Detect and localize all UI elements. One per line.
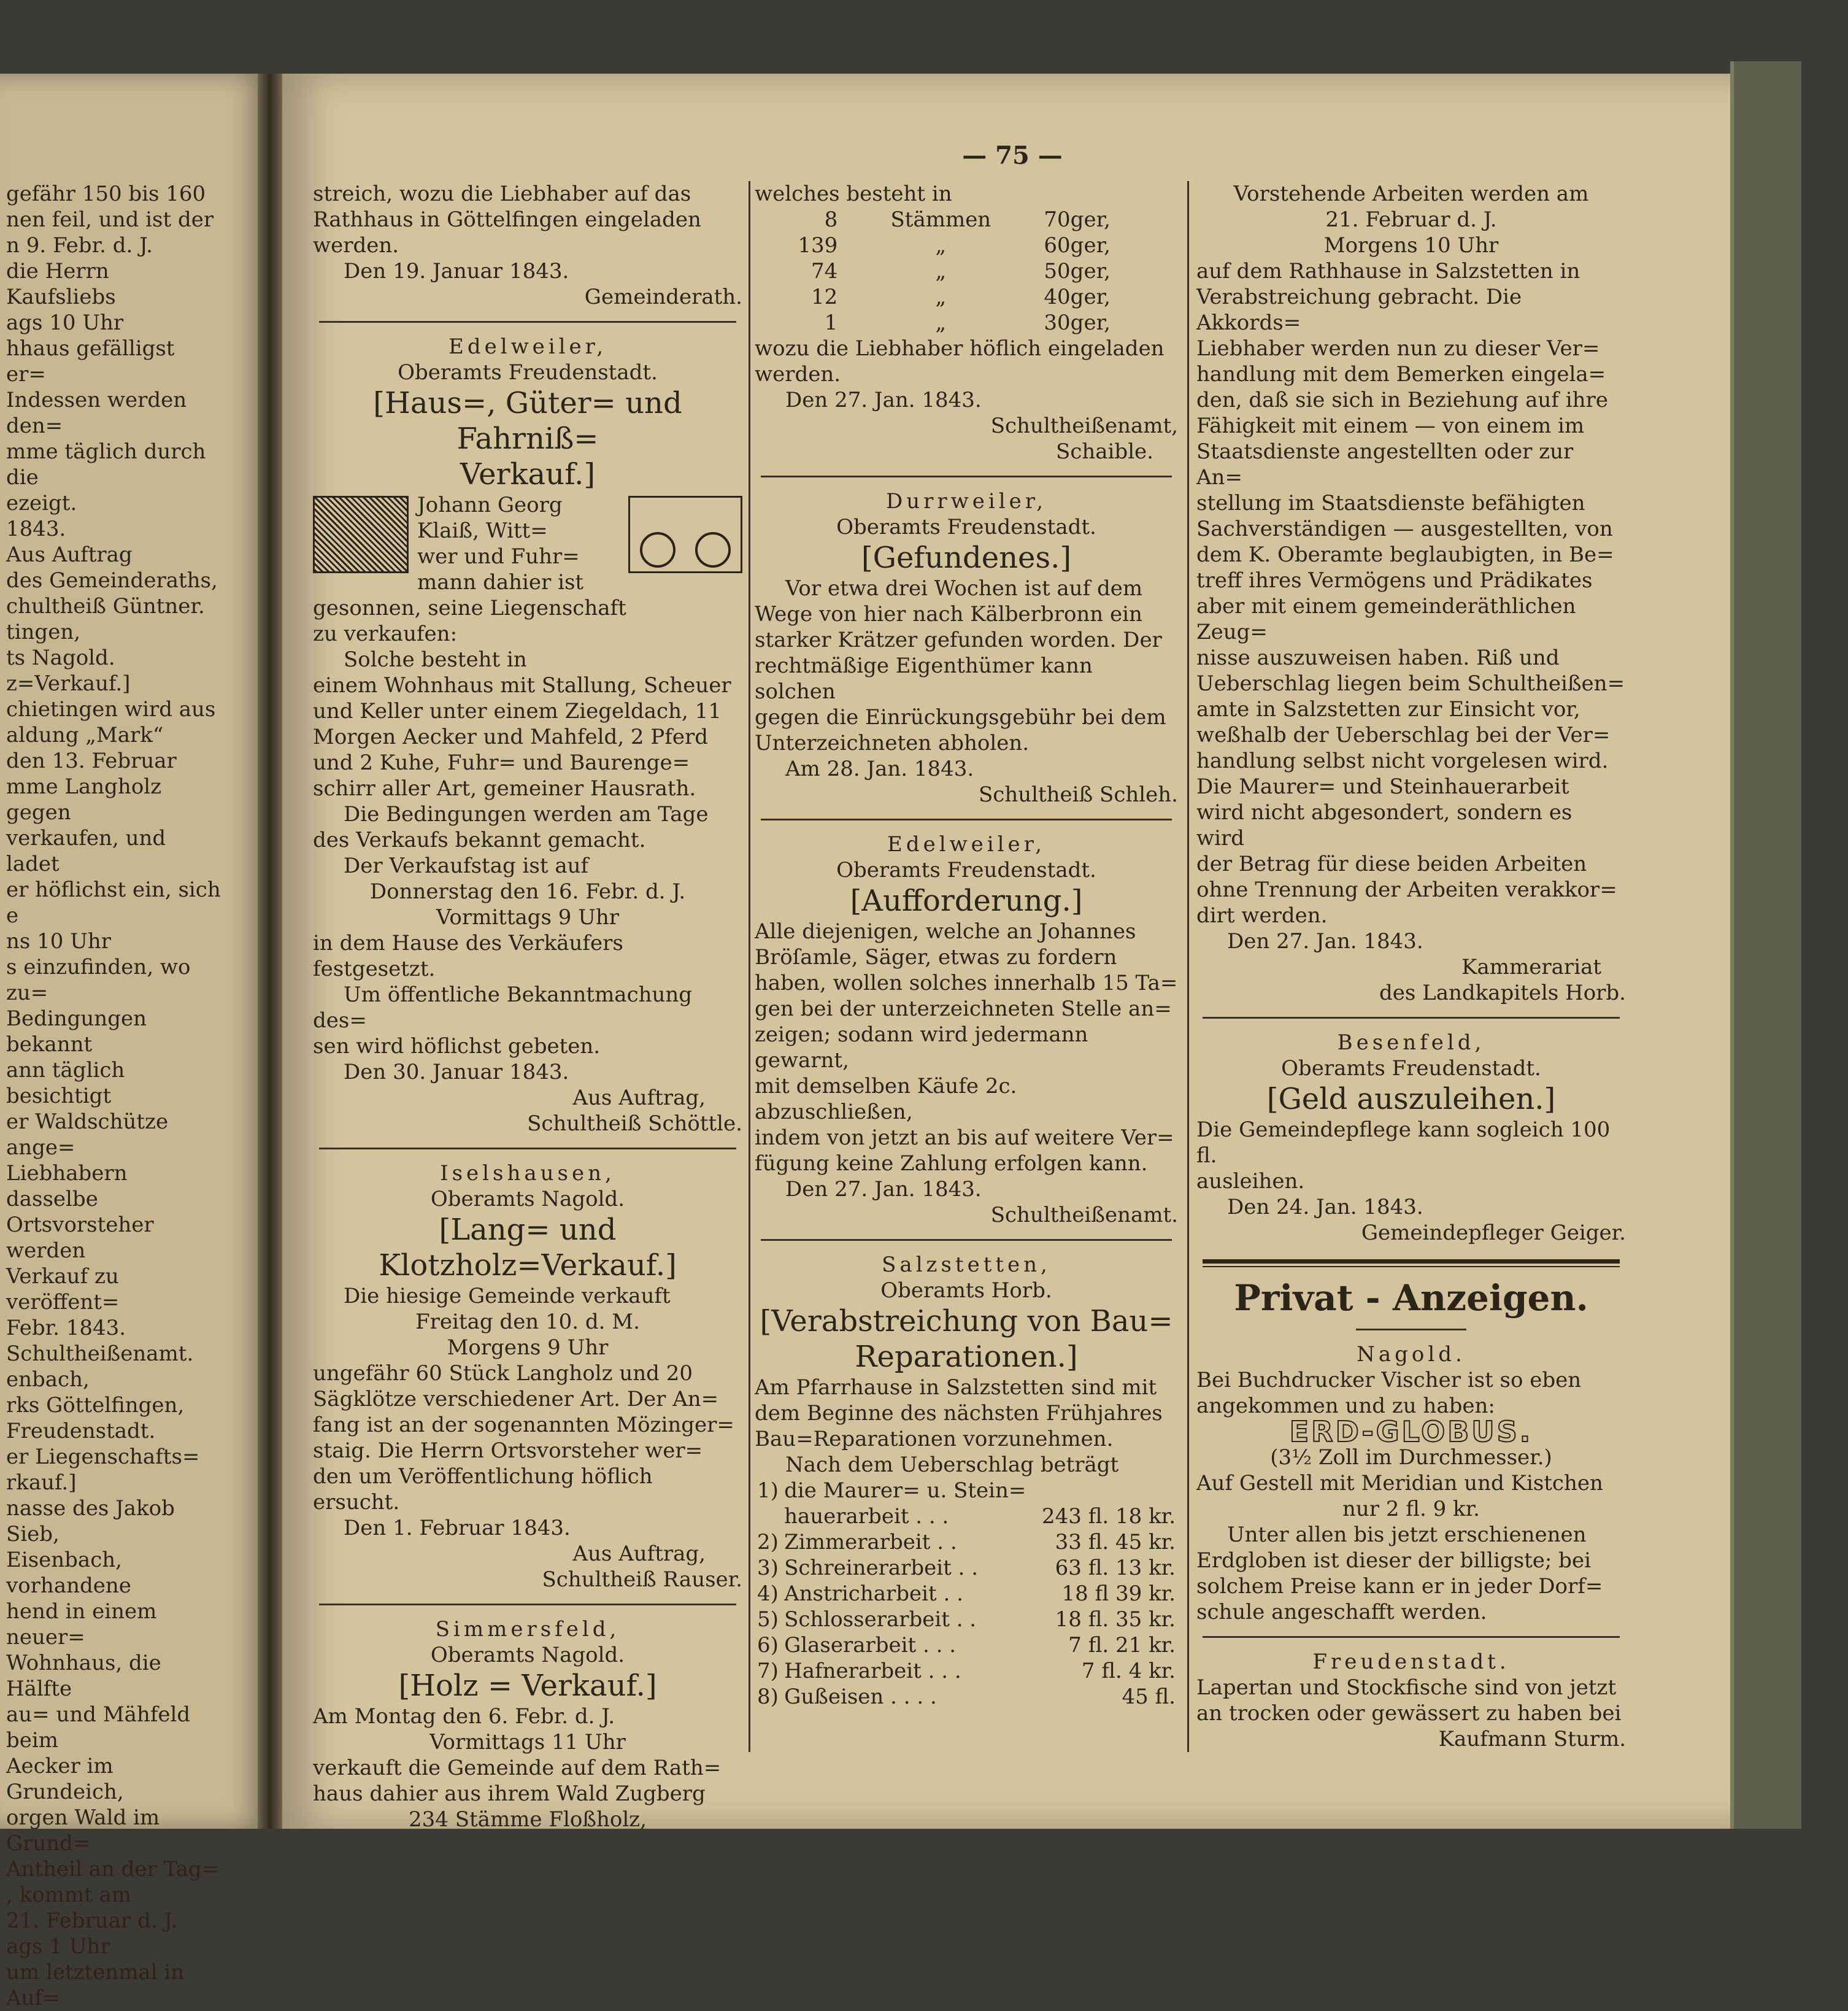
divider	[319, 1148, 736, 1149]
left-page-line: Bedingungen bekannt	[6, 1006, 147, 1057]
left-page-line: 1843.	[6, 517, 66, 541]
divider	[319, 321, 736, 323]
left-page-line: um letztenmal in Auf=	[6, 1960, 185, 2010]
left-page-line: Schultheißenamt.	[6, 1341, 194, 1366]
notice-place: Besenfeld,	[1337, 1030, 1485, 1055]
left-page-line: hend in einem neuer=	[6, 1599, 157, 1650]
signature: Gemeinderath.	[584, 285, 742, 309]
table-row: 5) Schlosserarbeit . . 18 fl. 35 kr.	[757, 1607, 1176, 1632]
left-page-text	[6, 181, 221, 2011]
left-page-line: Antheil an der Tag=	[6, 1857, 220, 1882]
notice-aufforderung: Edelweiler, Oberamts Freudenstadt. [Aufforderung.] Alle diejenigen, welche an Johannes Bröſamle, Säger, etwas zu fordern haben, wollen solches innerhalb 15 Ta= gen bei der unterzeichneten Stelle an= zeigen; sodann wird jedermann gewarnt, mit demselben Käufe 2c. abzuschließen, indem von jetzt an bis auf weitere Ver= fügung keine Zahlung erfolgen kann. Den 27. Jan. 1843. Schultheißenamt.	[755, 832, 1178, 1227]
left-page-line: au= und Mähfeld beim	[6, 1702, 191, 1753]
notice-district: Oberamts Nagold.	[430, 1187, 625, 1211]
notice-place: Nagold.	[1357, 1342, 1466, 1367]
signature: Kaufmann Sturm.	[1438, 1727, 1626, 1751]
table-row: 2) Zimmerarbeit . . 33 fl. 45 kr.	[757, 1530, 1176, 1554]
left-page-line: Freudenstadt.	[6, 1419, 156, 1443]
globus-title: ERD-GLOBUS.	[1289, 1415, 1533, 1448]
notice-place: Edelweiler,	[449, 334, 607, 359]
left-page-line: Liebhabern dasselbe	[6, 1161, 128, 1211]
divider	[761, 1239, 1172, 1241]
notice-title: [Verabstreichung von Bau=	[760, 1304, 1173, 1338]
signature: Kammerariat	[1461, 955, 1601, 979]
page-number: — 75 —	[962, 141, 1063, 170]
notice-place: Freudenstadt.	[1312, 1650, 1510, 1674]
left-page-line: die Herrn Kaufsliebs	[6, 259, 116, 309]
signature: Schultheiß Schöttle.	[527, 1111, 742, 1136]
notice-place: Iselshausen,	[440, 1161, 615, 1186]
notice-haus-verkauf: Edelweiler, Oberamts Freudenstadt. [Haus=, Güter= und Fahrniß= Verkauf.] Johann Georg Klaiß, Witt= wer und Fuhr= mann dahier ist gesonnen, seine Liegenschaft zu verkaufen: Solche besteht in einem Wohnhaus mit Stallung, Scheuer und Keller unter einem Ziegeldach, 11 Morgen Aecker und Mahfeld, 2 Pferd und 2 Kuhe, Fuhr= und Baurenge= schirr aller Art, gemeiner Hausrath. Die Bedingungen werden am Tage des Verkaufs bekannt gemacht. Der Verkaufstag ist auf Donnerstag den 16. Febr. d. J. Vormittags 9 Uhr in dem Hause des Verkäufers festgesetzt. Um öffentliche Bekanntmachung des= sen wird höflichst gebeten. Den 30. Januar 1843. Aus Auftrag, Schultheiß Schöttle.	[313, 334, 742, 1136]
left-page-line: chultheiß Güntner.	[6, 594, 205, 619]
left-page-line: Indessen werden den=	[6, 388, 187, 438]
left-page-line: ags 1 Uhr	[6, 1934, 110, 1959]
list-item: 12 „ 40ger,	[811, 285, 1111, 309]
left-page-line: er Liegenschafts=	[6, 1445, 200, 1469]
list-item: 139 „ 60ger,	[798, 233, 1111, 258]
divider	[1356, 1329, 1466, 1330]
date: Den 19. Januar 1843.	[344, 259, 569, 284]
signature: Schultheiß Rauser.	[542, 1567, 742, 1592]
left-page-line: , kommt am	[6, 1883, 132, 1907]
notice-holz-verkauf: Simmersfeld, Oberamts Nagold. [Holz = Verkauf.] Am Montag den 6. Febr. d. J. Vormittags 11 Uhr verkauft die Gemeinde auf dem Rath= haus dahier aus ihrem Wald Zugberg 234 Stämme Floßholz,	[313, 1616, 742, 1832]
divider	[1203, 1636, 1620, 1638]
left-page-line: hhaus gefälligst er=	[6, 336, 175, 387]
section-divider	[1203, 1266, 1620, 1267]
signature: Schultheißenamt,	[990, 414, 1178, 438]
left-page-line: des Gemeinderaths,	[6, 568, 218, 593]
notice-erd-globus: Nagold. Bei Buchdrucker Vischer ist so eben angekommen und zu haben: ERD-GLOBUS. (3½ Zoll im Durchmesser.) Auf Gestell mit Meridian und Kistchen nur 2 fl. 9 kr. Unter allen bis jetzt erschienenen Erdgloben ist dieser der billigste; bei solchem Preise kann er in jeder Dorf= schule angeschafft werden.	[1196, 1341, 1626, 1625]
notice-title: [Gefundenes.]	[861, 541, 1072, 575]
left-page-line: chietingen wird aus	[6, 697, 216, 722]
left-page-line: n 9. Febr. d. J.	[6, 233, 153, 258]
date: Den 1. Februar 1843.	[344, 1516, 571, 1540]
signature: Schultheiß Schleh.	[978, 782, 1178, 807]
left-page-line: Verkauf zu veröffent=	[6, 1264, 120, 1314]
notice-district: Oberamts Freudenstadt.	[836, 515, 1096, 539]
left-page-line: ts Nagold.	[6, 646, 115, 670]
notice-district: Oberamts Freudenstadt.	[1281, 1056, 1541, 1081]
table-row: 7) Hafnerarbeit . . . 7 fl. 4 kr.	[757, 1659, 1176, 1683]
table-row: 3) Schreinerarbeit . . 63 fl. 13 kr.	[757, 1556, 1176, 1580]
left-page-line: Wohnhaus, die Hälfte	[6, 1651, 161, 1701]
divider	[761, 476, 1172, 477]
notice-stockfische: Freudenstadt. Lapertan und Stockfische sind von jetzt an trocken oder gewässert zu haben bei Kaufmann Sturm.	[1196, 1650, 1626, 1751]
left-page-line: verkaufen, und ladet	[6, 826, 166, 876]
left-page-line: rks Göttelfingen,	[6, 1393, 185, 1418]
signature: Gemeindepfleger Geiger.	[1361, 1221, 1626, 1245]
intro-text: streich, wozu die Liebhaber auf das Rathhaus in Göttelfingen eingeladen werden. Den 19. Januar 1843. Gemeinderath.	[313, 182, 742, 309]
divider	[319, 1604, 736, 1605]
left-page-line: s einzufinden, wo zu=	[6, 955, 191, 1005]
left-page-line: gefähr 150 bis 160	[6, 182, 206, 206]
book-cover-edge	[1730, 61, 1801, 1829]
left-page-line: mme täglich durch die	[6, 439, 206, 490]
left-page-line: aldung „Mark“	[6, 723, 164, 747]
left-page-line: ns 10 Uhr	[6, 929, 112, 954]
left-page-line: tingen,	[6, 620, 81, 644]
signature: Aus Auftrag,	[572, 1542, 706, 1566]
left-page-line: er Waldschütze ange=	[6, 1110, 169, 1160]
notice-title-2: Verkauf.]	[460, 457, 596, 492]
table-row: 4) Anstricharbeit . . 18 fl 39 kr.	[757, 1581, 1176, 1606]
list-item: 1 „ 30ger,	[824, 311, 1111, 335]
divider	[761, 819, 1172, 820]
list-item: 74 „ 50ger,	[811, 259, 1111, 284]
date: Den 27. Jan. 1843.	[785, 388, 982, 412]
notice-district: Oberamts Freudenstadt.	[836, 858, 1096, 882]
left-page-line: nasse des Jakob Sieb,	[6, 1496, 175, 1546]
left-page-line: Ortsvorsteher werden	[6, 1213, 154, 1263]
notice-place: Salzstetten,	[882, 1253, 1051, 1277]
left-page-line: Febr. 1843.	[6, 1316, 126, 1340]
column-divider	[749, 181, 750, 1752]
left-page-line: e	[6, 903, 19, 928]
book-gutter	[258, 74, 282, 1829]
table-row: 1) die Maurer= u. Stein=	[757, 1478, 1026, 1503]
date: Am 28. Jan. 1843.	[785, 757, 974, 781]
notice-title-2: Reparationen.]	[855, 1340, 1078, 1374]
left-page-line: Aus Auftrag	[6, 542, 133, 567]
notice-title: [Haus=, Güter= und Fahrniß=	[373, 386, 682, 456]
left-page-line: 21. Februar d. J.	[6, 1909, 178, 1933]
notice-place: Simmersfeld,	[435, 1617, 620, 1642]
notice-district: Oberamts Freudenstadt.	[398, 360, 658, 385]
table-row: 6) Glaserarbeit . . . 7 fl. 21 kr.	[757, 1633, 1176, 1658]
date: Den 24. Jan. 1843.	[1227, 1195, 1423, 1219]
signature: Aus Auftrag,	[572, 1086, 706, 1110]
signature: Schultheißenamt.	[990, 1203, 1178, 1227]
notice-verabstreichung-cont: Vorstehende Arbeiten werden am 21. Februar d. J. Morgens 10 Uhr auf dem Rathhause in Salzstetten in Verabstreichung gebracht. Die Akkords= Liebhaber werden nun zu dieser Ver= handlung mit dem Bemerken eingela= den, daß sie sich in Beziehung auf ihre Fähigkeit mit einem — von einem im Staatsdienste angestellten oder zur An= stellung im Staatsdienste befähigten Sachverständigen — ausgestellten, von dem K. Oberamte beglaubigten, in Be= treff ihres Vermögens und Prädikates aber mit einem gemeinderäthlichen Zeug= nisse auszuweisen haben. Riß und Ueberschlag liegen beim Schultheißen= amte in Salzstetten zur Einsicht vor, weßhalb der Ueberschlag bei der Ver= handlung selbst nicht vorgelesen wird. Die Maurer= und Steinhauerarbeit wird nicht abgesondert, sondern es wird der Betrag für diese beiden Arbeiten ohne Trennung der Arbeiten verakkor= dirt werden. Den 27. Jan. 1843. Kammerariat des Landkapitels Horb.	[1196, 182, 1626, 1005]
cost-table	[755, 1478, 1178, 1710]
left-page-line: z=Verkauf.]	[6, 671, 131, 696]
notice-title: [Aufforderung.]	[850, 884, 1083, 918]
notice-district: Oberamts Horb.	[880, 1278, 1052, 1303]
left-page-line: er höflichst ein, sich	[6, 878, 221, 902]
private-ads-heading: Privat - Anzeigen.	[1234, 1277, 1588, 1319]
tree-list	[755, 207, 1178, 336]
date: Den 27. Jan. 1843.	[1227, 929, 1423, 954]
notice-title: [Holz = Verkauf.]	[398, 1669, 657, 1703]
notice-verabstreichung: Salzstetten, Oberamts Horb. [Verabstreichung von Bau= Reparationen.] Am Pfarrhause in Salzstetten sind mit dem Beginne des nächsten Frühjahres Bau=Reparationen vorzunehmen. Nach dem Ueberschlag beträgt 1) die Maurer= u. Stein= hauerarbeit . . . 243 fl. 18 kr. 2) Zimmerarbeit . . 33 fl. 45 kr. 3) Schreinerarbeit . . 63 fl. 13 kr. 4) Anstricharbeit . . 18 fl 39 kr. 5) Schlosserarbeit . . 18 fl. 35 kr. 6) Glaserarbeit . . . 7 fl. 21 kr. 7) Hafnerarbeit . . . 7 fl. 4 kr. 8) Gußeisen . . . . 45 fl.	[755, 1252, 1178, 1710]
notice-place: Edelweiler,	[887, 832, 1045, 857]
left-page-line: enbach,	[6, 1367, 90, 1392]
column-3	[1196, 181, 1626, 1752]
left-page-line: Aecker im Grundeich,	[6, 1754, 124, 1804]
signature: des Landkapitels Horb.	[1379, 981, 1626, 1005]
section-divider	[1203, 1259, 1620, 1264]
column-divider	[1187, 181, 1189, 1752]
date: Den 27. Jan. 1843.	[785, 1177, 982, 1202]
left-page-line: ann täglich besichtigt	[6, 1058, 125, 1108]
left-page-line: orgen Wald im Grund=	[6, 1805, 160, 1856]
date: Den 30. Januar 1843.	[344, 1060, 569, 1084]
column-1	[313, 181, 742, 1832]
divider	[1203, 1017, 1620, 1019]
left-page-line: nen feil, und ist der	[6, 207, 214, 232]
house-vignette-icon	[313, 496, 409, 573]
left-page-line: ags 10 Uhr	[6, 311, 124, 335]
table-row: hauerarbeit . . . 243 fl. 18 kr.	[784, 1504, 1176, 1529]
left-page-line: Eisenbach, vorhandene	[6, 1548, 131, 1598]
list-item: 8 Stämmen 70ger,	[824, 207, 1111, 232]
right-page	[282, 74, 1742, 1832]
notice-gefundenes: Durrweiler, Oberamts Freudenstadt. [Gefundenes.] Vor etwa drei Wochen ist auf dem Wege von hier nach Kälberbronn ein starker Krätzer gefunden worden. Der rechtmäßige Eigenthümer kann solchen gegen die Einrückungsgebühr bei dem Unterzeichneten abholen. Am 28. Jan. 1843. Schultheiß Schleh.	[755, 489, 1178, 807]
signature: Schaible.	[1056, 439, 1153, 464]
notice-title: [Lang= und Klotzholz=Verkauf.]	[379, 1213, 677, 1283]
notice-langholz-verkauf: Iselshausen, Oberamts Nagold. [Lang= und Klotzholz=Verkauf.] Die hiesige Gemeinde verkauft Freitag den 10. d. M. Morgens 9 Uhr ungefähr 60 Stück Langholz und 20 Sägklötze verschiedener Art. Der An= fang ist an der sogenannten Mözinger= staig. Die Herrn Ortsvorsteher wer= den um Veröffentlichung höflich ersucht. Den 1. Februar 1843. Aus Auftrag, Schultheiß Rauser.	[313, 1161, 742, 1592]
notice-title: [Geld auszuleihen.]	[1266, 1082, 1556, 1116]
left-page-line: mme Langholz gegen	[6, 774, 162, 825]
left-page-line: rkauf.]	[6, 1470, 77, 1495]
column-2: welches besteht in 8 Stämmen 70ger, 139 „ 60ger, 74 „ 50ger, 12 „ 40ger, 1 „ 30ger, wozu die Liebhaber höflich eingeladen werden. Den 27. Jan. 1843. Schultheißenamt, Schaible. Durrweiler, Oberamts Freudenstadt. [Gefundenes.] Vor etwa drei Wochen ist auf dem Wege von hier nach Kälberbronn ein starker Krätzer gefunden worden. Der rechtmäßige Eigenthümer kann solchen gegen die Einrückungsgebühr bei dem Unterzeichneten abholen. Am 28. Jan. 1843. Schultheiß Schleh. Edelweiler, Oberamts Freudenstadt. [Aufforderung.] Alle diejenigen, welche an Johannes Bröſamle, Säger, etwas zu fordern haben, wollen solches innerhalb 15 Ta= gen bei der unterzeichneten Stelle an= zeigen; sodann wird jedermann gewarnt, mit demselben Käufe 2c. abzuschließen, indem von jetzt an bis auf weitere Ver= fügung keine Zahlung erfolgen kann. Den 27. Jan. 1843. Schultheißenamt. Salzstetten, Oberamts Horb. [Verabstreichung von Bau= Reparationen.] Am Pfarrhause in Salzstetten sind mit dem Beginne des nächsten Frühjahres Bau=Reparationen vorzunehmen. Nach dem Ueberschlag beträgt 1) die Maurer= u. Stein= hauerarbeit . . . 243 fl. 18 kr. 2) Zimmerarbeit . . 33 fl. 45 kr. 3) Schreinerarbeit . . 63 fl. 13 kr. 4) Anstricharbeit . . 18 fl 39 kr. 5) Schlosserarbeit . . 18 fl. 35 kr. 6) Glaserarbeit . . . 7 fl. 21 kr. 7) Hafnerarbeit . . . 7 fl. 4 kr. 8) Gußeisen . . . . 45 fl.	[755, 182, 1178, 1709]
notice-place: Durrweiler,	[885, 489, 1047, 514]
notice-district: Oberamts Nagold.	[430, 1643, 625, 1667]
notice-geld-auszuleihen: Besenfeld, Oberamts Freudenstadt. [Geld auszuleihen.] Die Gemeindepflege kann sogleich 100 fl. ausleihen. Den 24. Jan. 1843. Gemeindepfleger Geiger.	[1196, 1030, 1626, 1245]
carriage-vignette-icon	[628, 496, 742, 573]
left-page-line: den 13. Februar	[6, 749, 177, 773]
left-page	[0, 74, 270, 2010]
table-row: 8) Gußeisen . . . . 45 fl.	[757, 1685, 1176, 1709]
left-page-line: ezeigt.	[6, 491, 77, 515]
